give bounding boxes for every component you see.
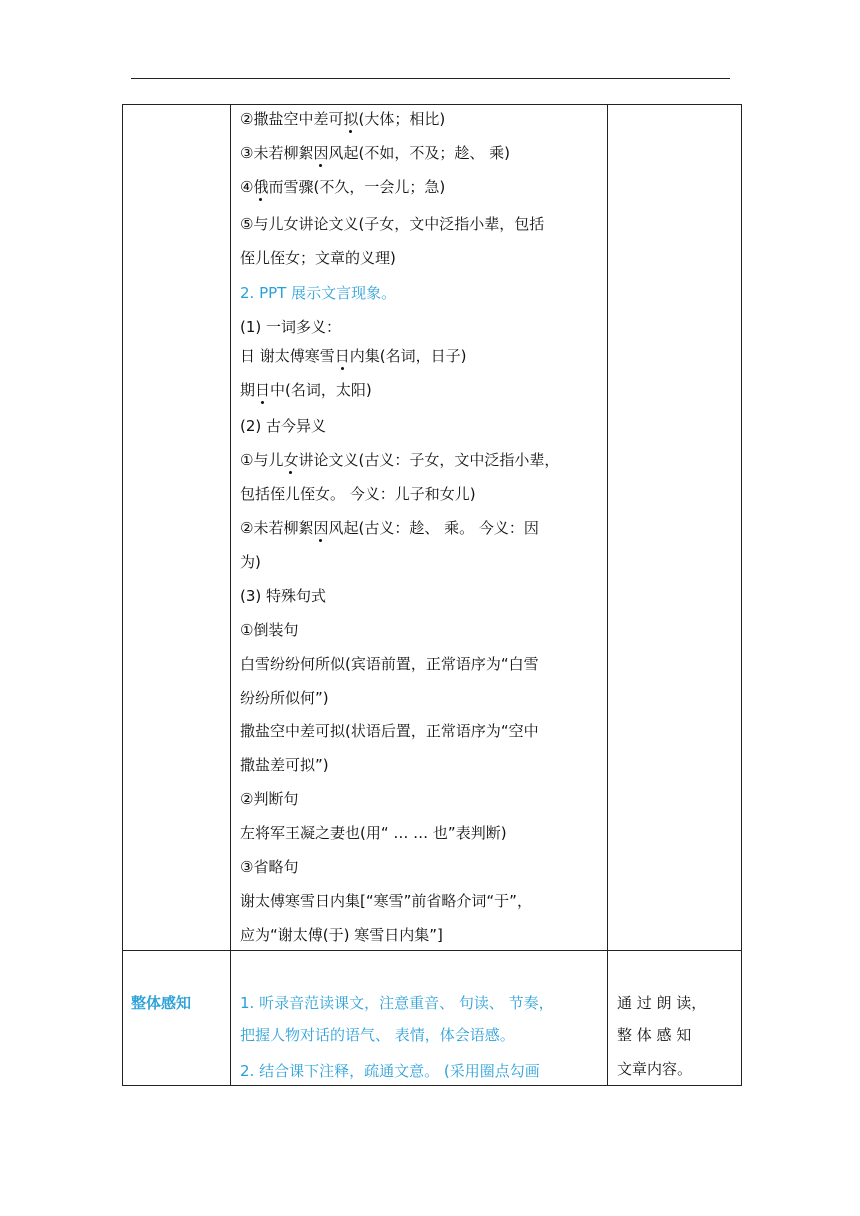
content-line: (3) 特殊句式	[240, 587, 327, 605]
content-line	[240, 518, 539, 538]
line-text: 日 谢太傅寒雪	[240, 347, 335, 365]
content-line: 应为“谢太傅(于) 寒雪日内集”]	[240, 926, 443, 944]
content-line: (1) 一词多义：	[240, 318, 342, 336]
content-line	[240, 346, 467, 366]
content-line: ①倒装句	[240, 621, 299, 639]
content-line: ③省略句	[240, 858, 299, 876]
content-line: 撒盐空中差可拟(状语后置，正常语序为“空中	[240, 722, 539, 740]
content-line: (2) 古今异义	[240, 417, 327, 435]
content-line: 2. 结合课下注释，疏通文意。 (采用圈点勾画	[240, 1062, 540, 1080]
content-line: 把握人物对话的语气、 表情，体会语感。	[240, 1026, 515, 1044]
table-row-divider	[122, 950, 742, 951]
content-line: 左将军王凝之妻也(用“ … … 也”表判断)	[240, 824, 507, 842]
table-column-divider-2	[607, 104, 608, 1086]
table-border-bottom	[122, 1085, 742, 1086]
design-intent-line: 整 体 感 知	[617, 1026, 692, 1044]
content-line	[240, 143, 510, 163]
line-text: ②撒盐空中差可	[240, 110, 344, 128]
line-text: ②未若柳絮	[240, 519, 314, 537]
line-text: 风起(古义：趁、 乘。 今义：因	[328, 519, 539, 537]
line-text: 中(名词，太阳)	[270, 381, 372, 399]
content-line	[240, 109, 445, 129]
emphasis-dot-char: 日	[255, 381, 271, 399]
content-line: 谢太傅寒雪日内集[“寒雪”前省略介词“于”，	[240, 892, 532, 910]
line-text: 内集(名词，日子)	[349, 347, 467, 365]
content-line: ②判断句	[240, 790, 299, 808]
emphasis-dot-char: 因	[313, 519, 329, 537]
table-column-divider-1	[230, 104, 231, 1086]
emphasis-dot-char: 拟	[343, 110, 359, 128]
content-line: 白雪纷纷何所似(宾语前置，正常语序为“白雪	[240, 655, 539, 673]
content-line: 侄儿侄女；文章的义理)	[240, 249, 396, 267]
line-text: 风起(不如，不及；趁、 乘)	[328, 144, 510, 162]
emphasis-dot-char: 日	[334, 347, 350, 365]
section-label: 整体感知	[131, 994, 192, 1012]
content-line: 2. PPT 展示文言现象。	[240, 284, 397, 302]
line-text: 期	[240, 381, 256, 399]
content-line: ⑤与儿女讲论文义(子女，文中泛指小辈，包括	[240, 215, 545, 233]
design-intent-line: 文章内容。	[617, 1060, 693, 1078]
header-rule	[131, 78, 730, 79]
line-text: ③未若柳絮	[240, 144, 314, 162]
table-border-left	[122, 104, 123, 1086]
line-text: ①与儿	[240, 451, 284, 469]
content-line	[240, 450, 559, 470]
content-line	[240, 380, 372, 400]
table-border-right	[741, 104, 742, 1086]
emphasis-dot-char: 女	[283, 451, 299, 469]
line-text: (大体；相比)	[358, 110, 446, 128]
line-text: 而雪骤(不久，一会儿；急)	[268, 178, 446, 196]
content-line: 纷纷所似何”)	[240, 689, 329, 707]
line-text: ④	[240, 178, 254, 196]
content-line	[240, 177, 445, 197]
emphasis-dot-char: 俄	[253, 178, 269, 196]
content-line: 包括侄儿侄女。 今义：儿子和女儿)	[240, 485, 476, 503]
content-line: 1. 听录音范读课文，注意重音、 句读、 节奏，	[240, 994, 554, 1012]
design-intent-line: 通 过 朗 读，	[617, 994, 707, 1012]
content-line: 为)	[240, 553, 261, 571]
content-line: 撒盐差可拟”)	[240, 756, 329, 774]
line-text: 讲论文义(古义：子女，文中泛指小辈，	[298, 451, 560, 469]
emphasis-dot-char: 因	[313, 144, 329, 162]
table-border-top	[122, 104, 742, 105]
